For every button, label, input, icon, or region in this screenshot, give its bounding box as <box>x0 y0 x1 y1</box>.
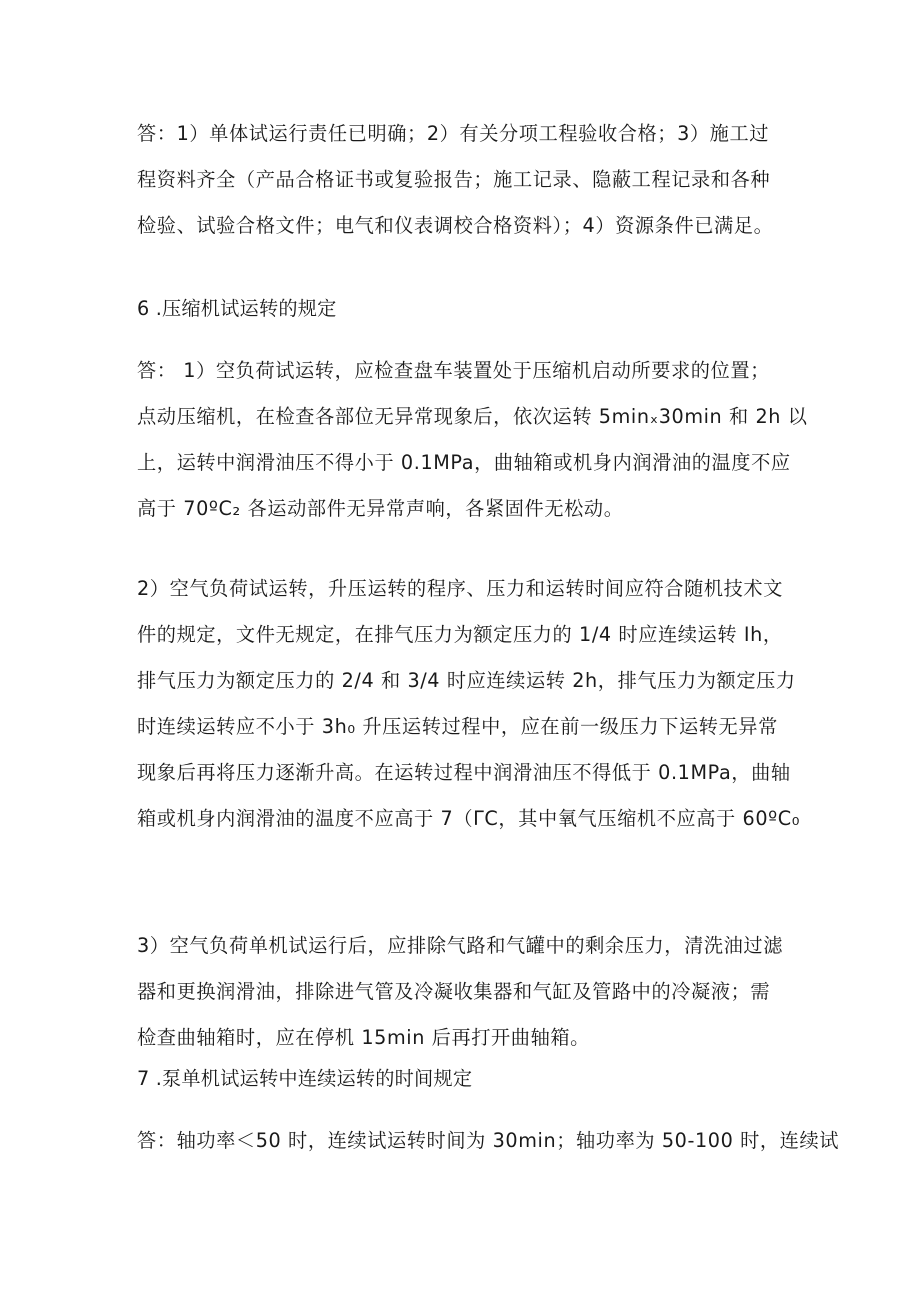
section-heading-pump <box>137 1056 797 1102</box>
text-line: 程资料齐全（产品合格证书或复验报告；施工记录、隐蔽工程记录和各种 <box>137 168 771 191</box>
answer-paragraph-pump-time <box>137 1118 840 1164</box>
answer-paragraph-requirements <box>137 111 797 249</box>
heading-text: 7 .泵单机试运转中连续运转的时间规定 <box>137 1067 473 1090</box>
text-line: 答： 1）空负荷试运转，应检查盘车装置处于压缩机启动所要求的位置； <box>137 359 770 382</box>
text-line: 时连续运转应不小于 3h₀ 升压运转过程中，应在前一级压力下运转无异常 <box>137 715 778 738</box>
text-line: 点动压缩机，在检查各部位无异常现象后，依次运转 5minₓ30min 和 2h 以 <box>137 405 808 428</box>
text-line: 箱或机身内润滑油的温度不应高于 7（ΓC，其中氧气压缩机不应高于 60ºC₀ <box>137 807 801 830</box>
text-line: 高于 70ºC₂ 各运动部件无异常声响，各紧固件无松动。 <box>137 497 624 520</box>
text-line: 件的规定，文件无规定，在排气压力为额定压力的 1/4 时应连续运转 Ih， <box>137 623 783 646</box>
text-line: 检查曲轴箱时，应在停机 15min 后再打开曲轴箱。 <box>137 1026 590 1049</box>
text-line: 3）空气负荷单机试运行后，应排除气路和气罐中的剩余压力，清洗油过滤 <box>137 934 784 957</box>
text-line: 答：轴功率＜50 时，连续试运转时间为 30min；轴功率为 50-100 时，连续试 <box>137 1129 840 1152</box>
text-line: 检验、试验合格文件；电气和仪表调校合格资料）；4）资源条件已满足。 <box>137 214 774 237</box>
text-line: 答：1）单体试运行责任已明确；2）有关分项工程验收合格；3）施工过 <box>137 122 770 145</box>
text-line: 2）空气负荷试运转，升压运转的程序、压力和运转时间应符合随机技术文 <box>137 577 784 600</box>
answer-paragraph-after-run <box>137 923 797 1061</box>
answer-paragraph-air-load-run <box>137 566 801 842</box>
text-line: 排气压力为额定压力的 2/4 和 3/4 时应连续运转 2h，排气压力为额定压力 <box>137 669 796 692</box>
section-heading-compressor <box>137 286 797 332</box>
text-line: 器和更换润滑油，排除进气管及冷凝收集器和气缸及管路中的冷凝液；需 <box>137 980 771 1003</box>
text-line: 现象后再将压力逐渐升高。在运转过程中润滑油压不得低于 0.1MPa，曲轴 <box>137 761 791 784</box>
text-line: 上，运转中润滑油压不得小于 0.1MPa，曲轴箱或机身内润滑油的温度不应 <box>137 451 791 474</box>
answer-paragraph-no-load-run <box>137 348 808 532</box>
heading-text: 6 .压缩机试运转的规定 <box>137 297 337 320</box>
